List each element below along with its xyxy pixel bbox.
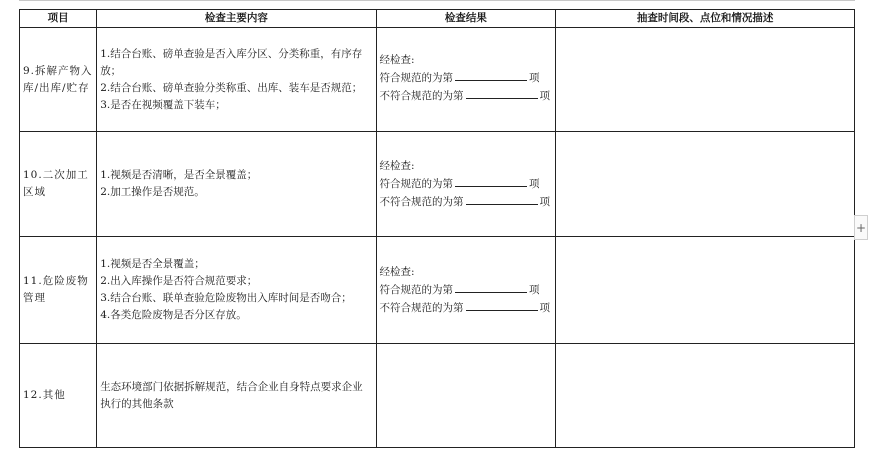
item-cell[interactable]: 9.拆解产物入库/出库/贮存 <box>20 28 97 132</box>
checked-label: 经检查: <box>379 54 415 66</box>
result-cell[interactable] <box>376 237 556 344</box>
description-cell[interactable] <box>556 28 855 132</box>
content-line: 1.结合台账、磅单查验是否入库分区、分类称重，有序存放； <box>100 47 363 77</box>
description-cell[interactable] <box>556 237 855 344</box>
header-content: 检查主要内容 <box>97 10 376 28</box>
conform-blank[interactable] <box>455 69 527 81</box>
conform-label: 符合规范的为第 <box>379 72 454 84</box>
item-suffix: 项 <box>539 90 551 102</box>
item-suffix: 项 <box>529 177 540 190</box>
conform-label: 符合规范的为第 <box>379 283 454 296</box>
item-suffix: 项 <box>539 195 551 208</box>
nonconform-label: 不符合规范的为第 <box>379 90 464 102</box>
content-cell[interactable] <box>97 344 376 448</box>
item-cell[interactable]: 12.其他 <box>20 344 97 448</box>
content-cell[interactable] <box>97 28 376 132</box>
content-line: 3.结合台账、联单查验危险废物出入库时间是否吻合； <box>100 292 352 304</box>
nonconform-label: 不符合规范的为第 <box>379 301 464 314</box>
nonconform-blank[interactable] <box>466 193 538 205</box>
result-cell[interactable] <box>376 344 556 448</box>
conform-label: 符合规范的为第 <box>379 177 454 190</box>
conform-blank[interactable] <box>455 175 527 187</box>
header-result: 检查结果 <box>376 10 556 28</box>
content-line: 3.是否在视频覆盖下装车； <box>100 98 226 111</box>
nonconform-blank[interactable] <box>466 299 538 311</box>
item-cell[interactable]: 10.二次加工区域 <box>20 132 97 237</box>
header-item: 项目 <box>20 10 97 28</box>
table-row <box>20 132 855 237</box>
item-suffix: 项 <box>529 72 540 84</box>
header-description: 抽查时间段、点位和情况描述 <box>556 10 855 28</box>
content-line: 生态环境部门依据拆解规范，结合企业自身特点要求企业执行的其他条款 <box>100 380 363 410</box>
nonconform-blank[interactable] <box>466 87 538 99</box>
content-line: 4.各类危险废物是否分区存放。 <box>100 309 247 321</box>
item-suffix: 项 <box>529 283 540 296</box>
table-row <box>20 344 855 448</box>
result-cell[interactable] <box>376 132 556 237</box>
add-column-button[interactable]: + <box>854 215 868 240</box>
content-line: 1.视频是否清晰，是否全景覆盖； <box>100 169 258 181</box>
table-row <box>20 28 855 132</box>
content-line: 1.视频是否全景覆盖； <box>100 258 205 270</box>
nonconform-label: 不符合规范的为第 <box>379 195 464 208</box>
conform-blank[interactable] <box>455 281 527 293</box>
inspection-table <box>19 9 855 448</box>
checked-label: 经检查: <box>379 159 415 172</box>
content-cell[interactable] <box>97 132 376 237</box>
checked-label: 经检查: <box>379 265 415 278</box>
table-row <box>20 237 855 344</box>
result-cell[interactable] <box>376 28 556 132</box>
table-header-row <box>20 10 855 28</box>
description-cell[interactable] <box>556 344 855 448</box>
content-line: 2.出入库操作是否符合规范要求； <box>100 275 258 287</box>
content-line: 2.加工操作是否规范。 <box>100 186 205 198</box>
description-cell[interactable] <box>556 132 855 237</box>
content-line: 2.结合台账、磅单查验分类称重、出库、装车是否规范； <box>100 81 363 94</box>
content-cell[interactable] <box>97 237 376 344</box>
item-suffix: 项 <box>539 301 551 314</box>
page-top-rule <box>19 0 855 1</box>
item-cell[interactable]: 11.危险废物管理 <box>20 237 97 344</box>
